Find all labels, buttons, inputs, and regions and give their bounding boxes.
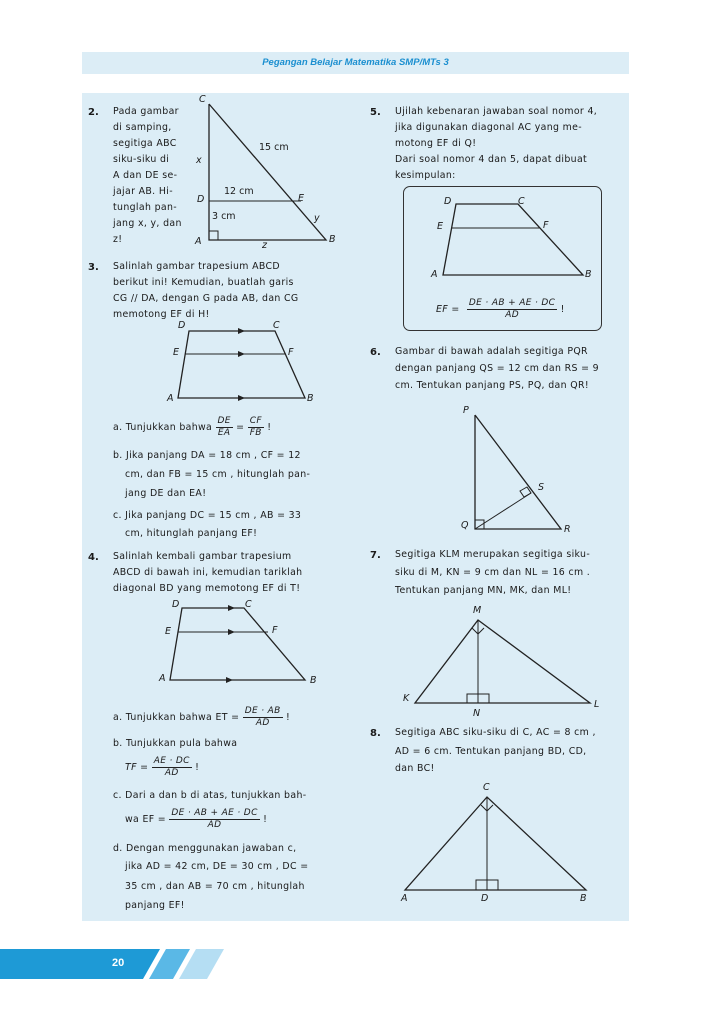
p4-d-line: 35 cm , dan AB = 70 cm , hitunglah — [125, 881, 305, 892]
page-header: Pegangan Belajar Matematika SMP/MTs 3 — [82, 52, 629, 74]
p5-formula-prefix: EF = — [436, 304, 460, 315]
p2-line: z! — [113, 234, 123, 245]
p7-line: Tentukan panjang MN, MK, dan ML! — [395, 585, 572, 596]
p3-line: berikut ini! Kemudian, buatlah garis — [113, 277, 294, 288]
p3-a-text: a. Tunjukkan bahwa — [113, 422, 213, 433]
frac-den: AD — [207, 820, 222, 830]
frac-num: DE · AB + AE · DC — [171, 808, 258, 818]
p2-line: Pada gambar — [113, 106, 179, 117]
exclamation: ! — [195, 762, 200, 773]
label-D: D — [481, 893, 489, 904]
frac-den: AD — [505, 310, 519, 320]
label-B: B — [580, 893, 587, 904]
frac-num: AE · DC — [153, 756, 190, 766]
problem-4-number: 4. — [88, 552, 99, 563]
exclamation: ! — [263, 814, 268, 825]
problem-5-number: 5. — [370, 107, 381, 118]
footer-banner — [0, 949, 728, 979]
exclamation: ! — [267, 422, 272, 433]
frac-num: CF — [249, 416, 262, 426]
p3-line: CG // DA, dengan G pada AB, dan CG — [113, 293, 299, 304]
label-E: E — [437, 221, 444, 232]
p4-b-line: b. Tunjukkan pula bahwa — [113, 738, 238, 749]
frac-num: DE · AB — [244, 706, 281, 716]
p2-line: di samping, — [113, 122, 172, 133]
p7-line: siku di M, KN = 9 cm dan NL = 16 cm . — [395, 567, 591, 578]
p4-b-prefix: TF = — [125, 762, 149, 773]
label-y: y — [314, 213, 320, 224]
p8-line: Segitiga ABC siku-siku di C, AC = 8 cm , — [395, 727, 596, 738]
p4-d-line: jika AD = 42 cm, DE = 30 cm , DC = — [125, 861, 309, 872]
label-M: M — [473, 605, 482, 616]
p5-line: motong EF di Q! — [395, 138, 477, 149]
p3-b-line: cm, dan FB = 15 cm , hitunglah pan- — [125, 469, 311, 480]
p2-line: jajar AB. Hi- — [113, 186, 173, 197]
p4-line: diagonal BD yang memotong EF di T! — [113, 583, 301, 594]
p2-line: A dan DE se- — [113, 170, 178, 181]
p5-line: Ujilah kebenaran jawaban soal nomor 4, — [395, 106, 598, 117]
p3-b-line: b. Jika panjang DA = 18 cm , CF = 12 — [113, 450, 301, 461]
label-K: K — [403, 693, 410, 704]
label-E: E — [173, 347, 180, 358]
p3-c-line: c. Jika panjang DC = 15 cm , AB = 33 — [113, 510, 302, 521]
label-B: B — [307, 393, 314, 404]
problem-3-number: 3. — [88, 262, 99, 273]
label-C: C — [245, 599, 252, 610]
p2-line: jang x, y, dan — [113, 218, 182, 229]
p3-c-line: cm, hitunglah panjang EF! — [125, 528, 258, 539]
problem-2-number: 2. — [88, 107, 99, 118]
p2-line: siku-siku di — [113, 154, 170, 165]
frac-den: AD — [255, 718, 270, 728]
exclamation: ! — [286, 712, 291, 723]
p3-b-line: jang DE dan EA! — [125, 488, 207, 499]
p4-line: ABCD di bawah ini, kemudian tariklah — [113, 567, 303, 578]
label-B: B — [329, 234, 336, 245]
p4-d-line: panjang EF! — [125, 900, 185, 911]
p5-line: kesimpulan: — [395, 170, 456, 181]
p5-line: jika digunakan diagonal AC yang me- — [395, 122, 582, 133]
label-A: A — [401, 893, 408, 904]
p6-line: dengan panjang QS = 12 cm dan RS = 9 — [395, 363, 599, 374]
p8-line: AD = 6 cm. Tentukan panjang BD, CD, — [395, 746, 587, 757]
frac-den: FB — [249, 428, 262, 438]
label-x: x — [196, 155, 202, 166]
label-C: C — [518, 196, 525, 207]
label-C: C — [199, 94, 206, 105]
p7-line: Segitiga KLM merupakan segitiga siku- — [395, 549, 591, 560]
problem-7-number: 7. — [370, 550, 381, 561]
frac-den: AD — [164, 768, 179, 778]
exclamation: ! — [560, 304, 565, 315]
problem-8-number: 8. — [370, 728, 381, 739]
label-A: A — [159, 673, 166, 684]
p4-c-line: c. Dari a dan b di atas, tunjukkan bah- — [113, 790, 307, 801]
label-z: z — [262, 240, 267, 251]
label-E: E — [298, 193, 305, 204]
label-Q: Q — [461, 520, 469, 531]
p3-line: memotong EF di H! — [113, 309, 210, 320]
label-L: L — [594, 699, 600, 710]
label-F: F — [543, 220, 549, 231]
label-E: E — [165, 626, 172, 637]
frac-num: DE — [217, 416, 231, 426]
length-3cm: 3 cm — [212, 211, 236, 222]
label-A: A — [195, 236, 202, 247]
p4-d-line: d. Dengan menggunakan jawaban c, — [113, 843, 297, 854]
p4-line: Salinlah kembali gambar trapesium — [113, 551, 292, 562]
p4-c-prefix: wa EF = — [125, 814, 166, 825]
p5-line: Dari soal nomor 4 dan 5, dapat dibuat — [395, 154, 588, 165]
label-F: F — [272, 625, 278, 636]
label-C: C — [483, 782, 490, 793]
label-C: C — [273, 320, 280, 331]
p2-line: tunglah pan- — [113, 202, 178, 213]
problem-6-number: 6. — [370, 347, 381, 358]
label-D: D — [444, 196, 452, 207]
label-R: R — [564, 524, 571, 535]
page-number: 20 — [112, 957, 125, 969]
p4-a-text: a. Tunjukkan bahwa ET = — [113, 712, 240, 723]
label-B: B — [585, 269, 592, 280]
label-F: F — [288, 347, 294, 358]
label-D: D — [197, 194, 205, 205]
length-12cm: 12 cm — [224, 186, 254, 197]
frac-num: DE · AB + AE · DC — [468, 298, 556, 308]
label-B: B — [310, 675, 317, 686]
p6-line: cm. Tentukan panjang PS, PQ, dan QR! — [395, 380, 589, 391]
label-N: N — [473, 708, 481, 719]
p2-line: segitiga ABC — [113, 138, 177, 149]
label-A: A — [167, 393, 174, 404]
frac-den: EA — [217, 428, 231, 438]
label-P: P — [463, 405, 469, 416]
equals-sign: = — [236, 422, 245, 433]
p8-line: dan BC! — [395, 763, 435, 774]
label-A: A — [431, 269, 438, 280]
label-S: S — [538, 482, 545, 493]
label-D: D — [178, 320, 186, 331]
p3-line: Salinlah gambar trapesium ABCD — [113, 261, 280, 272]
label-D: D — [172, 599, 180, 610]
length-15cm: 15 cm — [259, 142, 289, 153]
p6-line: Gambar di bawah adalah segitiga PQR — [395, 346, 588, 357]
